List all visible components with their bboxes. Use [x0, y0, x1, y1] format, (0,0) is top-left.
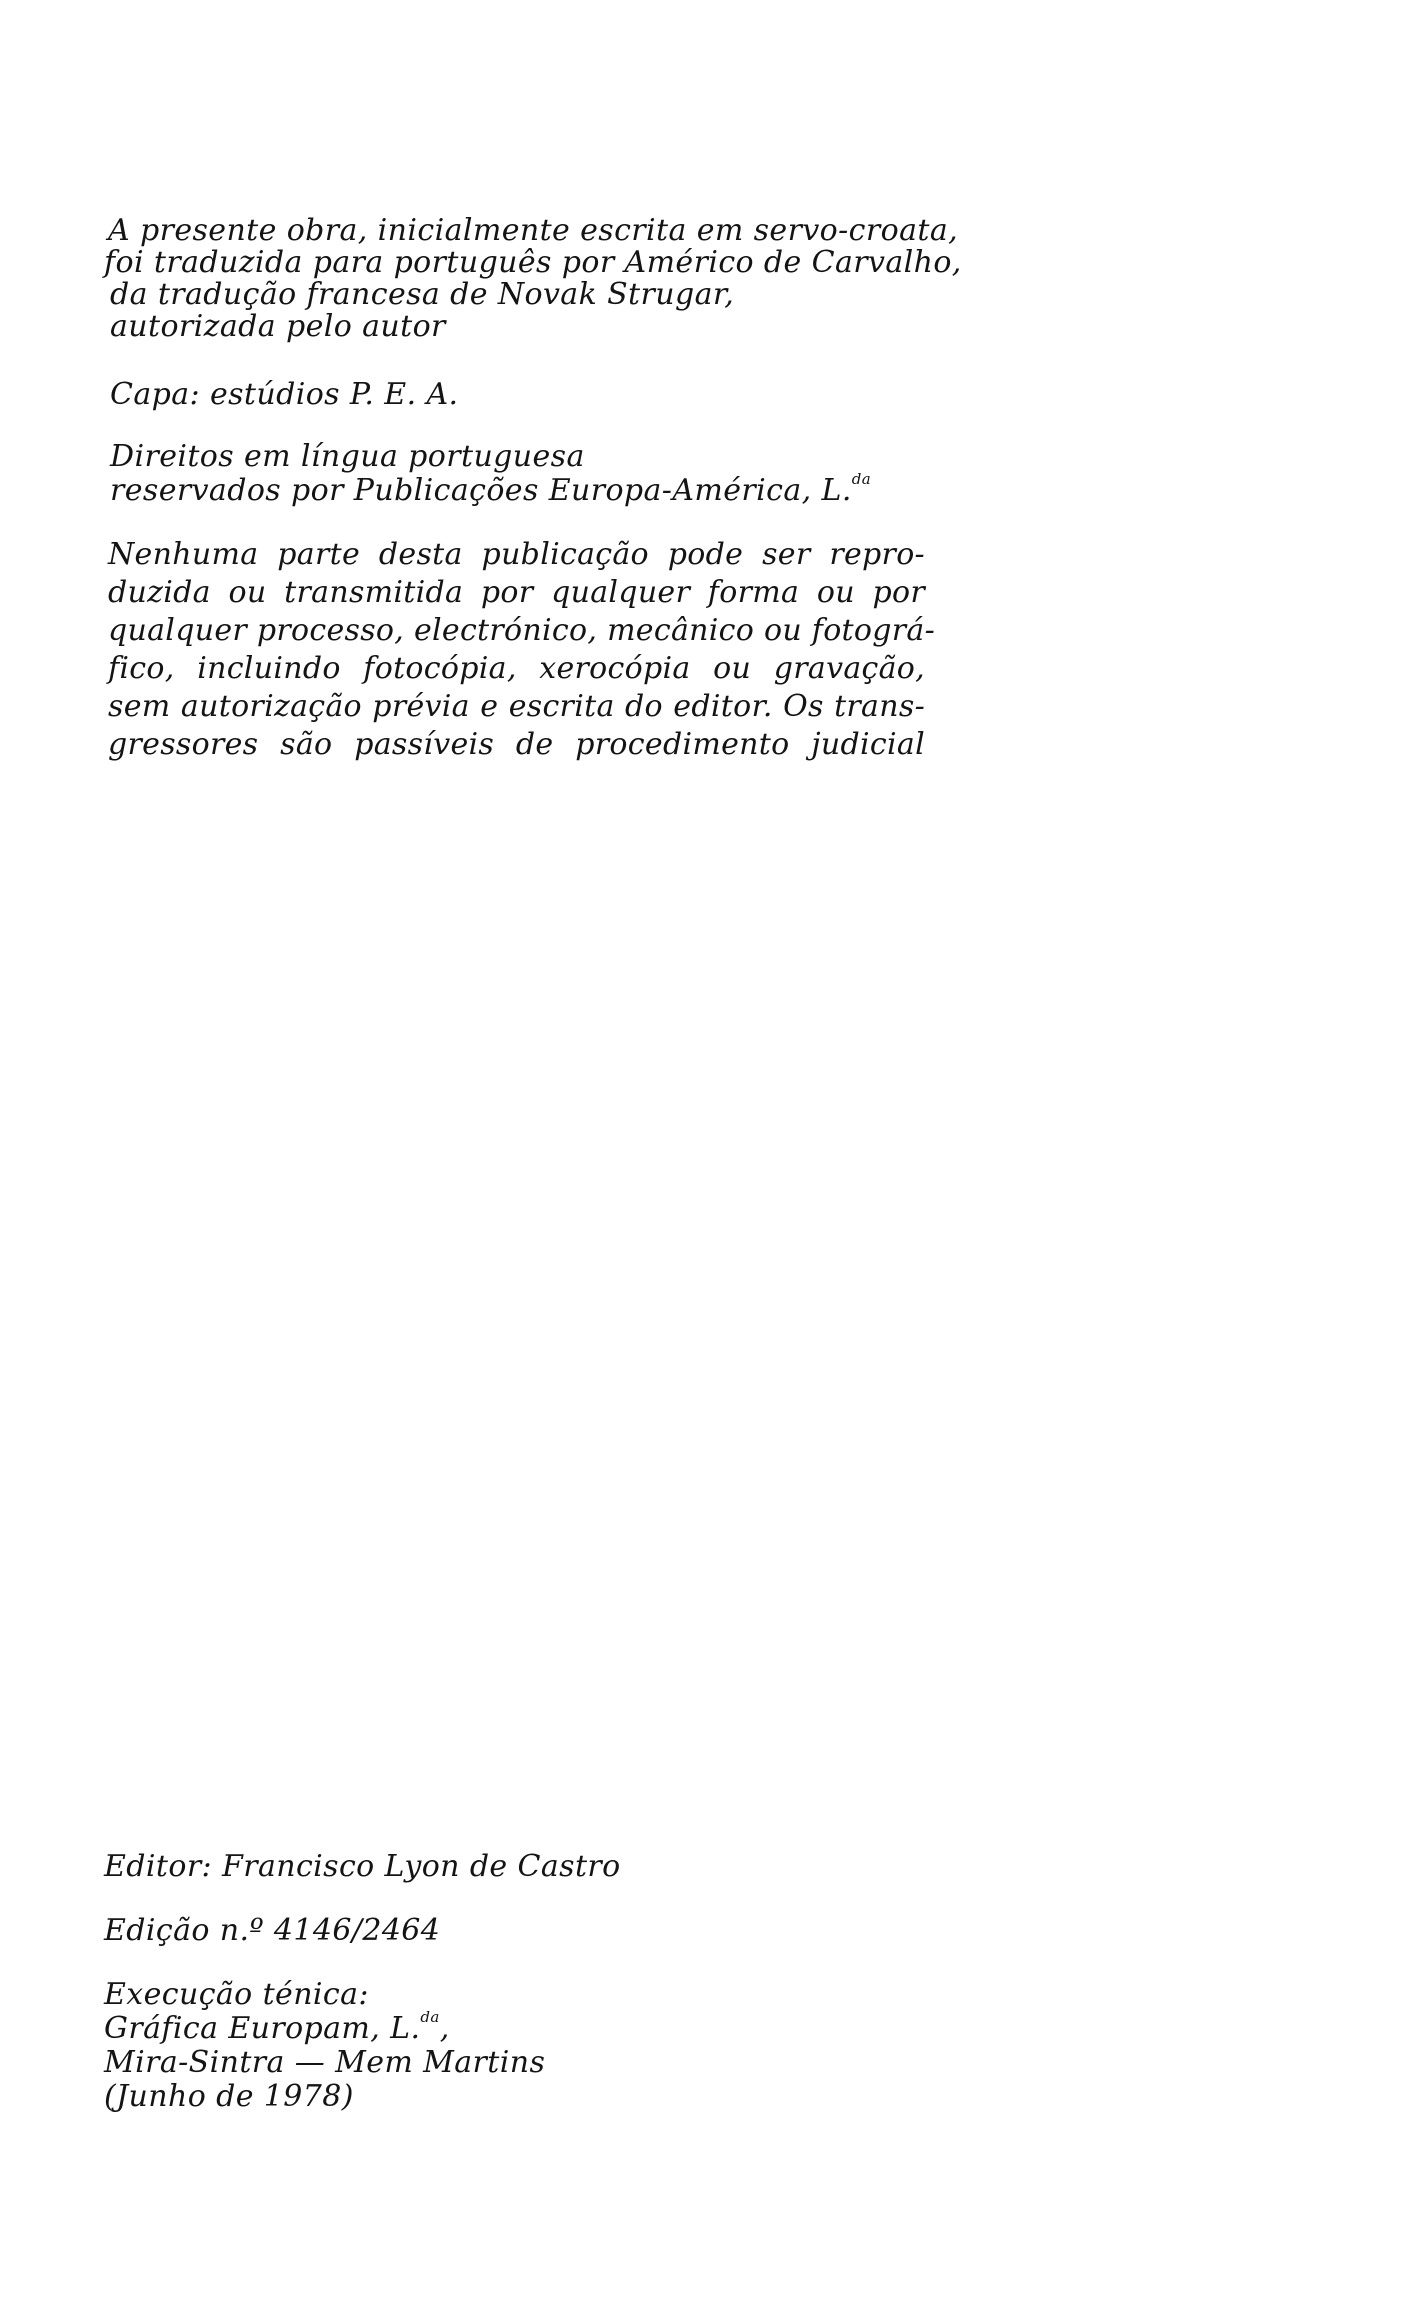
copyright-notice-line-6: gressores são passíveis de procedimento judicial — [108, 727, 925, 762]
rights-line-2-text: reservados por Publicações Europa-América, L. — [110, 473, 852, 508]
printing-date: (Junho de 1978) — [104, 2079, 354, 2114]
printer-name-text: Gráfica Europam, L. — [104, 2011, 421, 2046]
rights-line-1: Direitos em língua portuguesa — [110, 439, 585, 474]
printer-name-sup: da — [420, 2008, 440, 2026]
rights-line-2-sup: da — [851, 470, 872, 488]
cover-credit: Capa: estúdios P. E. A. — [110, 377, 459, 412]
rights-line-2 — [110, 470, 872, 508]
translation-note-line-4: autorizada pelo autor — [110, 309, 446, 344]
printer-name — [104, 2008, 450, 2046]
editor-line: Editor: Francisco Lyon de Castro — [104, 1849, 621, 1884]
copyright-notice-line-5: sem autorização prévia e escrita do editor. Os trans- — [108, 689, 925, 724]
copyright-notice-line-1: Nenhuma parte desta publicação pode ser repro- — [108, 537, 925, 572]
edition-line: Edição n.º 4146/2464 — [104, 1913, 441, 1948]
printer-name-suffix: , — [439, 2011, 450, 2046]
printing-label: Execução ténica: — [104, 1977, 369, 2012]
printing-location: Mira-Sintra — Mem Martins — [104, 2045, 546, 2080]
translation-note-line-3: da tradução francesa de Novak Strugar, — [110, 277, 735, 312]
translation-note-line-2: foi traduzida para português por Américo de Carvalho, — [104, 245, 962, 280]
copyright-notice-line-2: duzida ou transmitida por qualquer forma ou por — [108, 575, 925, 610]
translation-note-line-1: A presente obra, inicialmente escrita em servo-croata, — [108, 213, 959, 248]
copyright-notice-line-3: qualquer processo, electrónico, mecânico ou fotográ- — [108, 613, 936, 648]
copyright-notice-line-4: fico, incluindo fotocópia, xerocópia ou gravação, — [108, 651, 925, 686]
